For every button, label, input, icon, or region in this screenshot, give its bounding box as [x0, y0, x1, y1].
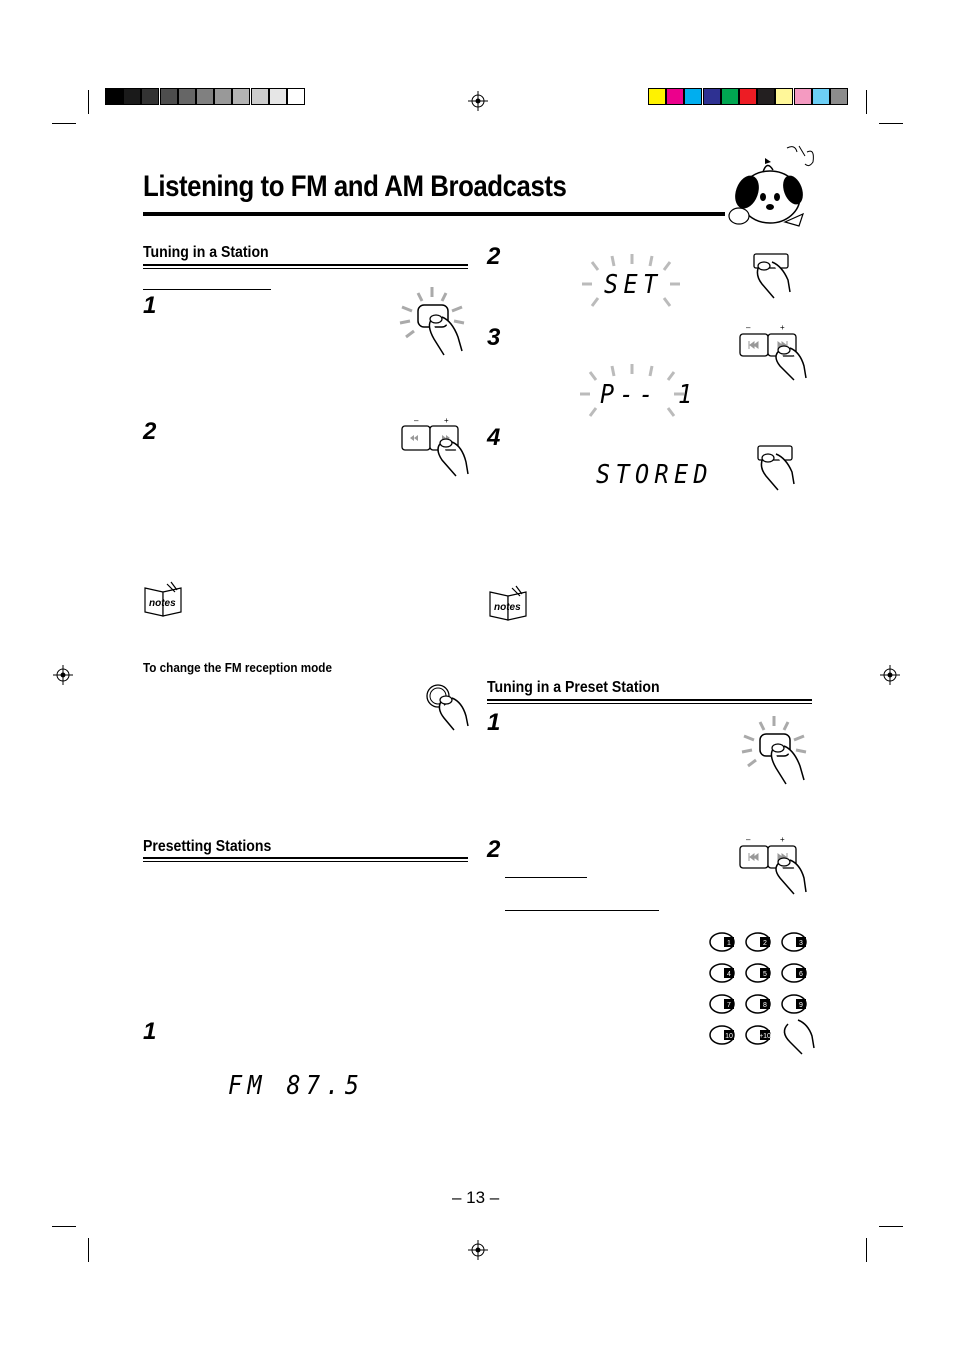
flashing-button-press-icon [740, 714, 815, 784]
subheading-fm-mode: To change the FM reception mode [143, 660, 332, 675]
number-key [746, 933, 770, 951]
plus-label: + [780, 835, 785, 844]
registration-target-icon [468, 91, 488, 111]
color-swatch [721, 88, 739, 105]
number-key-label: 10 [725, 1033, 733, 1040]
number-keypad-icon [708, 928, 818, 1054]
registration-target-icon [468, 1240, 488, 1260]
plus-label: + [780, 323, 785, 332]
color-swatch [775, 88, 793, 105]
display-preset-number: P-- 1 [600, 380, 698, 410]
color-swatch [269, 88, 287, 105]
crop-mark [866, 1238, 867, 1262]
notes-label: notes [149, 598, 176, 609]
number-key [782, 964, 806, 982]
color-swatch [123, 88, 141, 105]
page-number: – 13 – [452, 1188, 500, 1207]
step-number: 3 [487, 324, 501, 351]
crop-mark [52, 1226, 76, 1227]
color-swatch [648, 88, 666, 105]
number-key-label: 5 [763, 971, 767, 978]
number-key-label: 1 [727, 940, 731, 947]
section-rule [487, 703, 812, 704]
color-swatch [739, 88, 757, 105]
number-key [710, 1026, 734, 1044]
step-number: 1 [487, 709, 501, 736]
number-key [782, 995, 806, 1013]
color-swatch [214, 88, 232, 105]
section-heading-presetting: Presetting Stations [143, 838, 272, 855]
display-stored: STORED [596, 460, 713, 490]
tuning-buttons-icon [736, 834, 810, 896]
number-key-label: 4 [727, 971, 731, 978]
number-key-label: 3 [799, 940, 803, 947]
color-swatch [251, 88, 269, 105]
color-swatch [684, 88, 702, 105]
crop-mark [879, 123, 903, 124]
color-swatch [160, 88, 178, 105]
button-press-icon [420, 680, 472, 730]
color-swatch [794, 88, 812, 105]
color-swatch [703, 88, 721, 105]
section-rule [143, 861, 468, 862]
color-swatch [141, 88, 159, 105]
display-fm-frequency: FM 87.5 [228, 1071, 365, 1101]
number-key [746, 964, 770, 982]
section-heading-tuning-preset: Tuning in a Preset Station [487, 679, 660, 696]
color-swatch [812, 88, 830, 105]
crop-mark [88, 1238, 89, 1262]
number-key [746, 995, 770, 1013]
button-press-icon [752, 442, 802, 490]
step-number: 2 [143, 418, 157, 445]
notes-icon [488, 586, 530, 622]
step-number: 2 [487, 243, 501, 270]
step-number: 4 [487, 424, 501, 451]
section-rule [487, 699, 812, 701]
section-rule [143, 268, 468, 269]
color-swatch [196, 88, 214, 105]
section-rule [143, 264, 468, 266]
minus-label: – [746, 323, 751, 332]
dog-mascot-icon [725, 142, 830, 232]
flashing-button-press-icon [398, 285, 473, 355]
notes-icon [143, 582, 185, 618]
finger-icon [784, 1020, 814, 1054]
color-swatch [105, 88, 123, 105]
crop-mark [52, 123, 76, 124]
underline [505, 877, 587, 878]
step-number: 2 [487, 836, 501, 863]
crop-mark [866, 90, 867, 114]
section-rule [143, 857, 468, 859]
display-set: SET [604, 270, 663, 300]
color-swatch [757, 88, 775, 105]
step-number: 1 [143, 1018, 157, 1045]
number-key [782, 933, 806, 951]
number-key [710, 995, 734, 1013]
underline [505, 910, 659, 911]
page-title: Listening to FM and AM Broadcasts [143, 170, 567, 203]
color-swatch [287, 88, 305, 105]
minus-label: – [746, 835, 751, 844]
step-number: 1 [143, 292, 157, 319]
underline [143, 289, 271, 290]
tuning-buttons-icon [398, 414, 470, 478]
number-key-label: 8 [763, 1002, 767, 1009]
registration-target-icon [880, 665, 900, 685]
number-key [710, 933, 734, 951]
tuning-buttons-icon [736, 322, 810, 382]
number-key-label: 7 [727, 1002, 731, 1009]
number-key-label: 2 [763, 940, 767, 947]
number-key [710, 964, 734, 982]
color-swatch [666, 88, 684, 105]
registration-target-icon [53, 665, 73, 685]
button-press-icon [748, 250, 798, 298]
plus-label: + [444, 416, 449, 425]
crop-mark [88, 90, 89, 114]
notes-label: notes [494, 602, 521, 613]
color-swatch [178, 88, 196, 105]
crop-mark [879, 1226, 903, 1227]
number-key [746, 1026, 771, 1044]
title-rule [143, 212, 725, 216]
number-key-label: +10 [759, 1033, 771, 1040]
minus-label: – [414, 416, 419, 425]
number-key-label: 9 [799, 1002, 803, 1009]
section-heading-tuning: Tuning in a Station [143, 244, 269, 261]
color-swatch [232, 88, 250, 105]
number-key-label: 6 [799, 971, 803, 978]
color-swatch [830, 88, 848, 105]
